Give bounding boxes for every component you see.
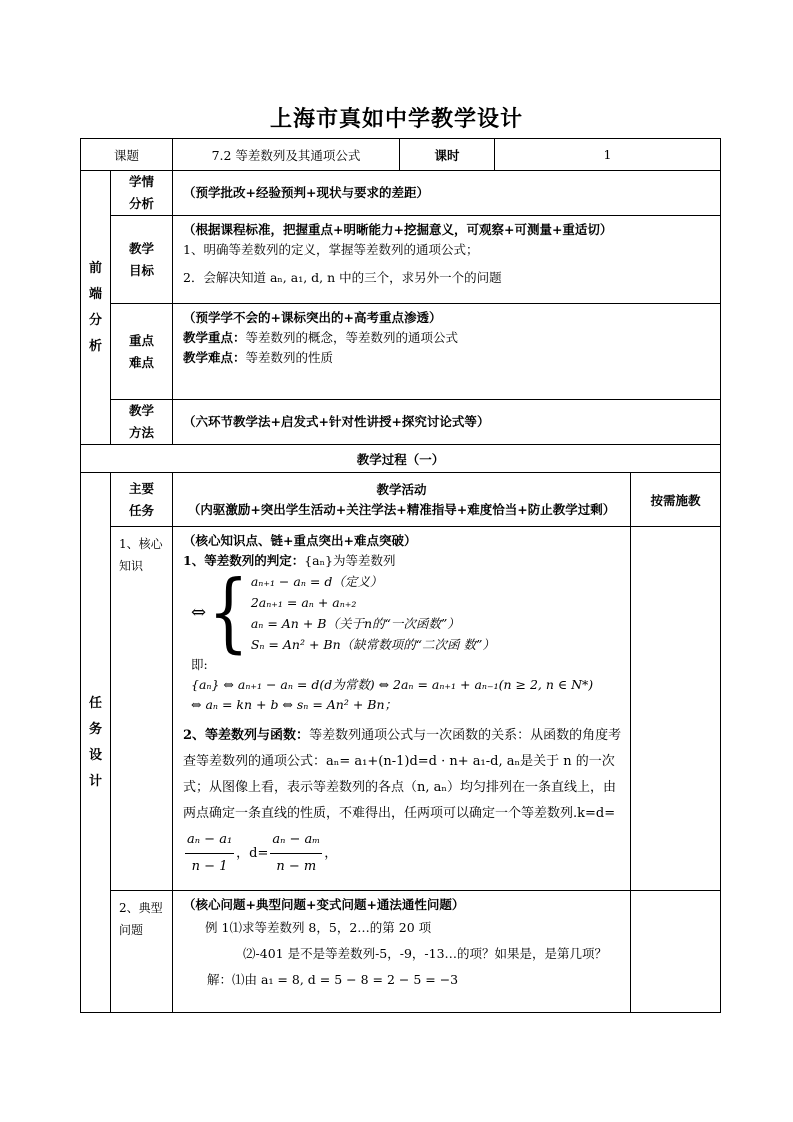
on-demand-header: 按需施教	[631, 473, 721, 527]
equation-sum-form: Sₙ = An² + Bn（缺常数项的“二次函 数”）	[250, 637, 495, 652]
namely-label: 即:	[191, 657, 208, 672]
teaching-goal-line-2: 2．会解决知道 aₙ, a₁, d, n 中的三个，求另外一个的问题	[183, 270, 502, 285]
pre-analysis-section-label	[81, 171, 111, 445]
key-points-row	[81, 304, 721, 400]
function-relation-paragraph: 2、等差数列与函数：等差数列通项公式与一次函数的关系：从函数的角度考查等差数列的通项公式：aₙ= a₁+(n-1)d=d · n+ a₁-d, aₙ是关于 n 的一次式；从图像上看，表示等差数列的各点（n, aₙ）均匀排列在一条直线上，由两点确定一条直线的性质，不难得出，任两项可以确定一个等差数列.k=d= $\frac{\text{aₙ − a₁}}{n - 1}$ ，d= $\frac{\text{aₙ − aₘ}}{n - m}$ ，	[183, 723, 624, 880]
topic-label: 课题	[81, 139, 173, 171]
typical-problems-on-demand-cell	[631, 891, 721, 1013]
example-one-part-one: 例 1⑴求等差数列 8，5，2…的第 20 项	[205, 920, 432, 935]
teaching-method-content	[173, 400, 721, 445]
teaching-goal-hint: （根据课程标准，把握重点+明晰能力+挖掘意义，可观察+可测量+重适切）	[183, 222, 613, 237]
process-column-header-row	[81, 473, 721, 527]
teaching-activity-title: 教学活动	[376, 481, 427, 497]
equivalence-chain-a: {aₙ} ⇔ aₙ₊₁ − aₙ = d(d为常数) ⇔ 2aₙ = aₙ₊₁ + aₙ₋₁(n ≥ 2, n ∈ N*)	[191, 677, 594, 692]
process-heading: 教学过程（一）	[81, 445, 721, 473]
learner-analysis-label: 学情分析	[111, 171, 173, 216]
equivalence-chain-b: ⇔ aₙ = kn + b ⇔ sₙ = An² + Bn；	[191, 697, 398, 712]
key-points-hint: （预学学不会的+课标突出的+高考重点渗透）	[183, 310, 442, 325]
hours-value: 1	[495, 139, 721, 171]
main-task-header: 主要任务	[111, 473, 173, 527]
function-relation-text: 等差数列通项公式与一次函数的关系：从函数的角度考查等差数列的通项公式：aₙ= a₁+(n-1)d=d · n+ a₁-d, aₙ是关于 n 的一次式；从图像上看，表示等差数列的各点（n, aₙ）均匀排列在一条直线上，由两点确定一条直线的性质，不难得出，任两项可以确定一个等差数列.k=d=	[183, 728, 622, 821]
equivalence-system	[191, 563, 495, 663]
equation-linear-form: aₙ = An + B（关于n的“一次函数”）	[250, 616, 460, 631]
core-knowledge-content	[173, 527, 631, 891]
core-knowledge-hint: （核心知识点、链+重点突出+难点突破）	[183, 533, 417, 548]
typical-problems-content	[173, 891, 631, 1013]
task-core-knowledge-row	[81, 527, 721, 891]
teaching-goal-label: 教学目标	[111, 216, 173, 304]
task-design-section-label	[81, 473, 111, 1013]
header-row	[81, 139, 721, 171]
typical-problems-label: 2、典型问题	[111, 891, 173, 1013]
teaching-method-row	[81, 400, 721, 445]
equation-middle-term: 2aₙ₊₁ = aₙ + aₙ₊₂	[250, 595, 357, 610]
learner-analysis-content	[173, 171, 721, 216]
task-design-label-text: 任务设计	[88, 695, 102, 789]
fraction-one: $\frac{\text{aₙ − a₁}}{n - 1}$	[185, 827, 234, 880]
teaching-goal-line-1: 1、明确等差数列的定义，掌握等差数列的通项公式；	[183, 242, 479, 257]
teaching-goal-row	[81, 216, 721, 304]
difficult-point-line: 教学难点：等差数列的性质	[183, 350, 334, 365]
process-heading-row	[81, 445, 721, 473]
example-one-part-two: ⑵-401 是不是等差数列-5，-9，-13…的项？如果是，是第几项？	[243, 946, 608, 961]
hours-label: 课时	[400, 139, 495, 171]
key-points-label: 重点难点	[111, 304, 173, 400]
fraction-two: $\frac{\text{aₙ − aₘ}}{n - m}$	[270, 827, 322, 880]
key-point-line: 教学重点：等差数列的概念，等差数列的通项公式	[183, 330, 459, 345]
teaching-method-label: 教学方法	[111, 400, 173, 445]
teaching-activity-subtitle: （内驱激励+突出学生活动+关注学法+精准指导+难度恰当+防止教学过剩）	[187, 501, 616, 517]
pre-analysis-label-text: 前端分析	[88, 260, 102, 354]
key-points-content	[173, 304, 721, 400]
solution-line: 解：⑴由 a₁ = 8, d = 5 − 8 = 2 − 5 = −3	[207, 972, 459, 987]
teaching-goal-content	[173, 216, 721, 304]
document-title: 上海市真如中学教学设计	[269, 106, 523, 132]
task-typical-problems-row	[81, 891, 721, 1013]
topic-value: 7.2 等差数列及其通项公式	[173, 139, 400, 171]
teaching-activity-header	[173, 473, 631, 527]
core-knowledge-on-demand-cell	[631, 527, 721, 891]
iff-symbol: ⇔	[191, 602, 207, 623]
teaching-method-hint: （六环节教学法+启发式+针对性讲授+探究讨论式等）	[183, 414, 490, 429]
left-brace-icon: {	[208, 563, 249, 663]
typical-problems-hint: （核心问题+典型问题+变式问题+通法通性问题）	[183, 897, 465, 912]
lesson-design-table	[80, 138, 721, 1013]
function-relation-title: 2、等差数列与函数：	[183, 728, 310, 743]
learner-analysis-hint: （预学批改+经验预判+现状与要求的差距）	[183, 185, 429, 200]
judge-line: 1、等差数列的判定：{aₙ}为等差数列	[183, 553, 396, 568]
equation-definition: aₙ₊₁ − aₙ = d（定义）	[250, 574, 383, 589]
core-knowledge-label: 1、核心知识	[111, 527, 173, 891]
learner-analysis-row	[81, 171, 721, 216]
